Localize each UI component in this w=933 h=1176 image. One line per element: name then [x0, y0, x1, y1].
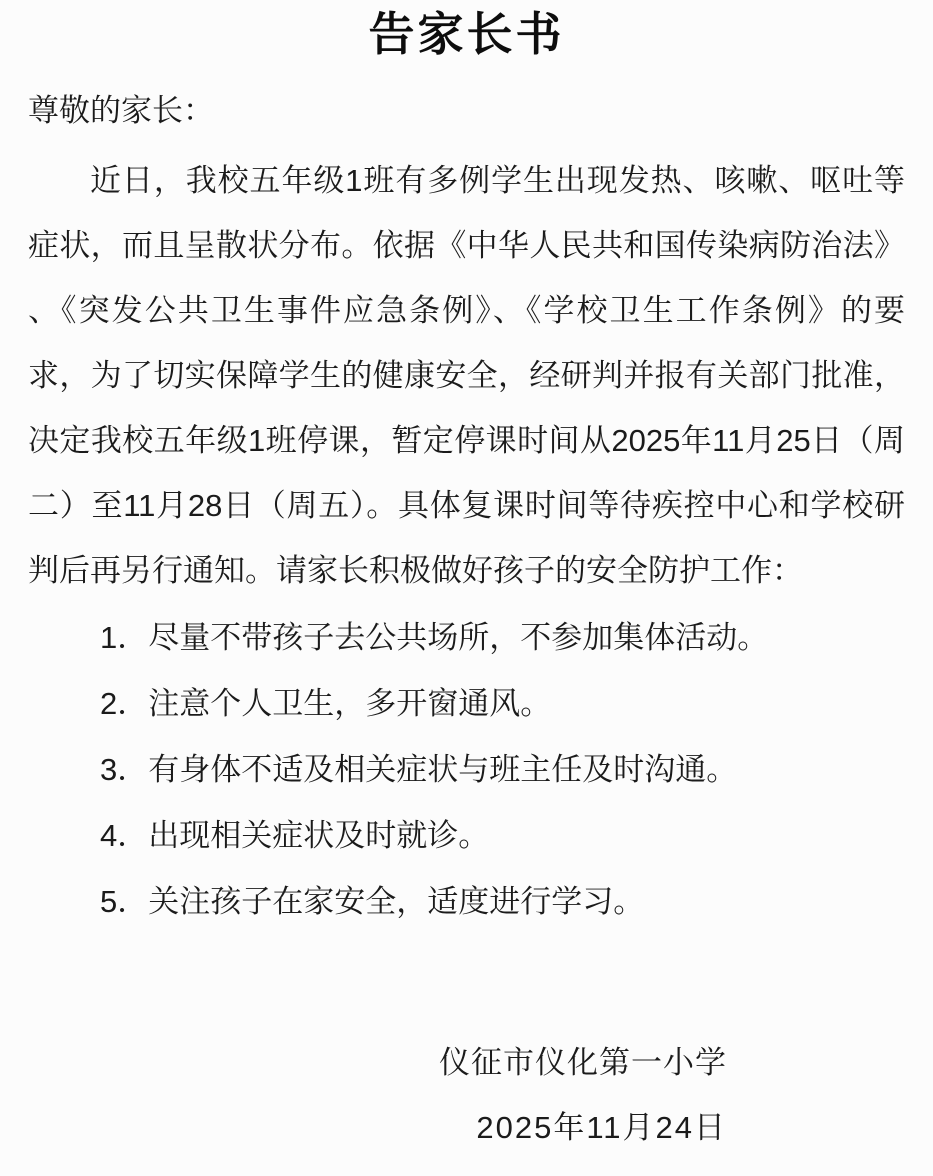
notice-salutation: 尊敬的家长： [28, 93, 214, 128]
notice-list [28, 605, 905, 935]
paragraph-line: 判后再另行通知。请家长积极做好孩子的安全防护工作： [28, 553, 803, 588]
paragraph-line: 二）至11月28日（周五）。具体复课时间等待疾控中心和学校研 [28, 488, 905, 523]
notice-date: 2025年11月24日 [476, 1110, 727, 1145]
list-item: 4．出现相关症状及时就诊。 [100, 818, 490, 853]
notice-page [0, 6, 933, 1176]
paragraph-line: 决定我校五年级1班停课，暂定停课时间从2025年11月25日（周 [28, 423, 905, 458]
notice-signature: 仪征市仪化第一小学 [439, 1045, 727, 1080]
notice-body [28, 148, 905, 603]
list-item: 2．注意个人卫生，多开窗通风。 [100, 686, 552, 721]
list-item: 3．有身体不适及相关症状与班主任及时沟通。 [100, 752, 738, 787]
list-item: 5．关注孩子在家安全，适度进行学习。 [100, 884, 645, 919]
notice-title: 告家长书 [368, 8, 565, 60]
notice-sign-block [28, 1030, 905, 1160]
paragraph-line: 近日，我校五年级1班有多例学生出现发热、咳嗽、呕吐等 [90, 163, 905, 198]
paragraph-line: 求，为了切实保障学生的健康安全，经研判并报有关部门批准， [28, 358, 905, 393]
paragraph-line: 症状，而且呈散状分布。依据《中华人民共和国传染病防治法》 [28, 228, 905, 263]
list-item: 1．尽量不带孩子去公共场所，不参加集体活动。 [100, 620, 769, 655]
paragraph-line: 、《突发公共卫生事件应急条例》、《学校卫生工作条例》的要 [28, 293, 905, 328]
